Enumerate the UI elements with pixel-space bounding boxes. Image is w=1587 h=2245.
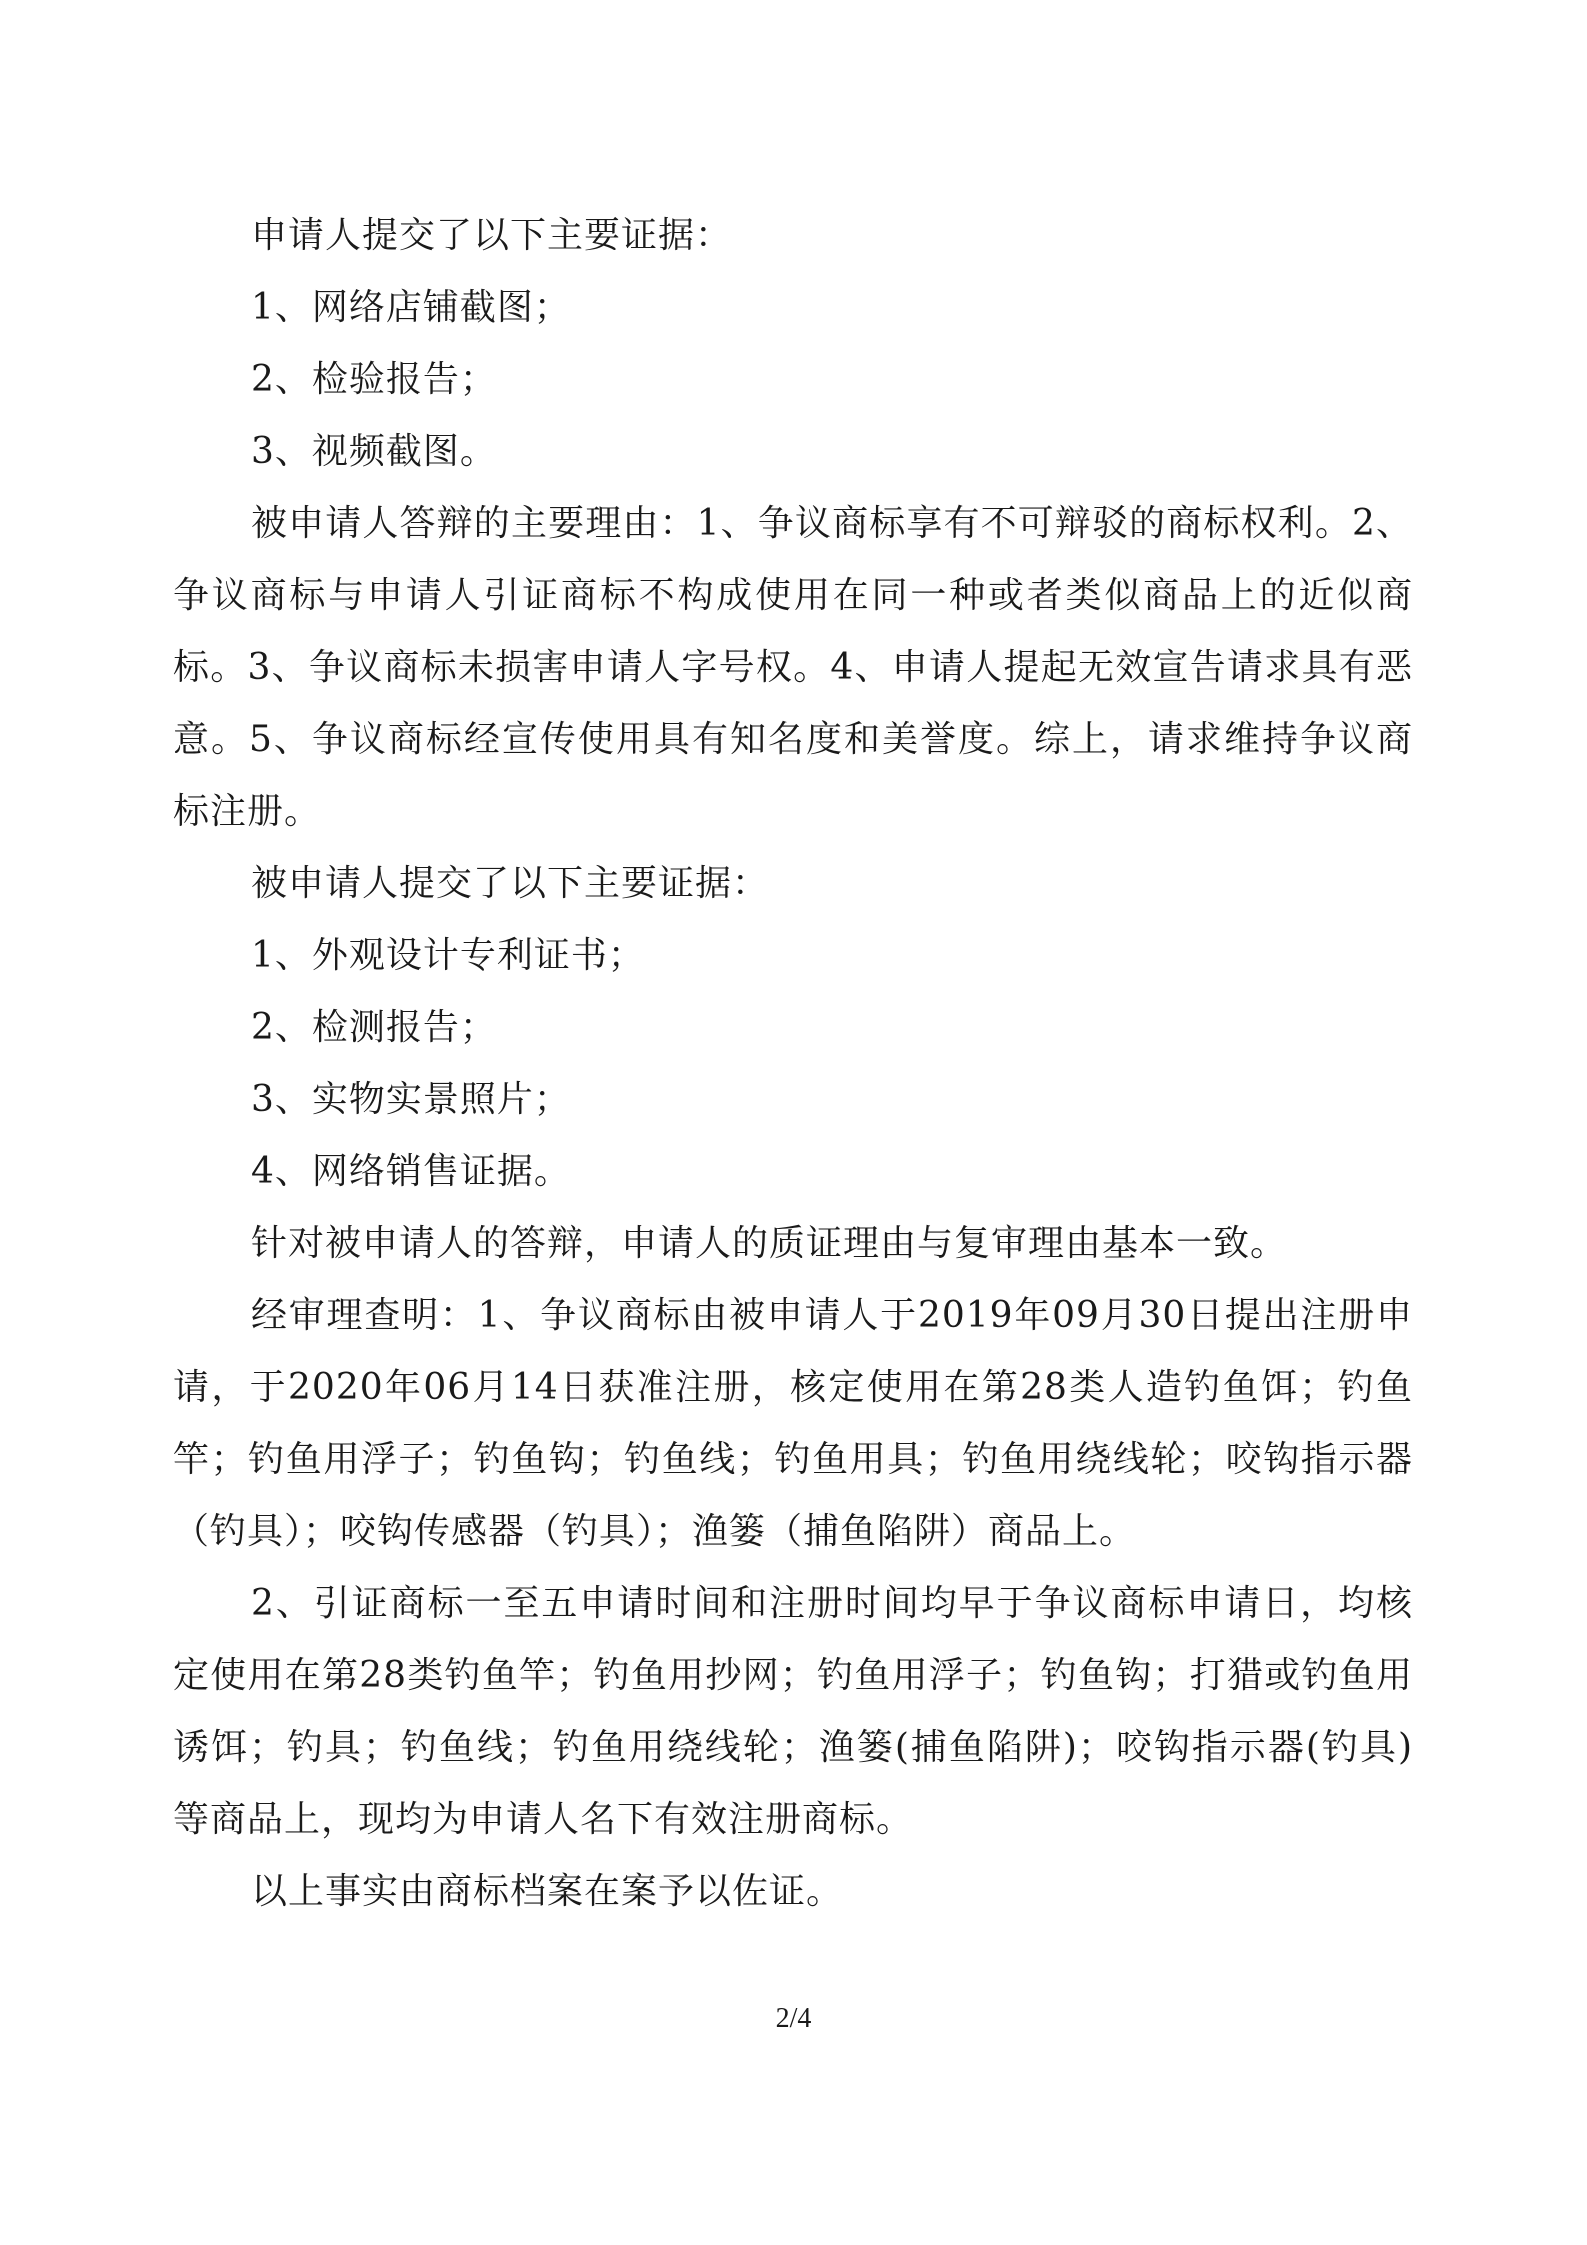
paragraph-respondent-evidence-1: 1、外观设计专利证书；	[251, 935, 645, 976]
paragraph-applicant-evidence-2: 2、检验报告；	[251, 359, 497, 400]
paragraph-respondent-evidence-4: 4、网络销售证据。	[251, 1151, 571, 1192]
paragraph-respondent-reasons: 被申请人答辩的主要理由：1、争议商标享有不可辩驳的商标权利。2、争议商标与申请人引证商标不构成使用在同一种或者类似商品上的近似商标。3、争议商标未损害申请人字号权。4、申请人提起无效宣告请求具有恶意。5、争议商标经宣传使用具有知名度和美誉度。综上，请求维持争议商标注册。	[173, 503, 1413, 832]
paragraph-respondent-evidence-3: 3、实物实景照片；	[251, 1079, 571, 1120]
paragraph-respondent-evidence-heading: 被申请人提交了以下主要证据：	[251, 863, 770, 904]
paragraph-applicant-evidence-heading: 申请人提交了以下主要证据：	[251, 215, 733, 256]
paragraph-findings-2: 2、引证商标一至五申请时间和注册时间均早于争议商标申请日，均核定使用在第28类钓鱼竿；钓鱼用抄网；钓鱼用浮子；钓鱼钩；打猎或钓鱼用诱饵；钓具；钓鱼线；钓鱼用绕线轮；渔篓(捕鱼陷阱)；咬钩指示器(钓具)等商品上，现均为申请人名下有效注册商标。	[173, 1583, 1413, 1840]
paragraph-applicant-evidence-1: 1、网络店铺截图；	[251, 287, 571, 328]
paragraph-applicant-evidence-3: 3、视频截图。	[251, 431, 497, 472]
page-number: 2/4	[775, 2003, 812, 2034]
paragraph-respondent-evidence-2: 2、检测报告；	[251, 1007, 497, 1048]
document-body	[173, 200, 1413, 1928]
paragraph-cross-examination: 针对被申请人的答辩，申请人的质证理由与复审理由基本一致。	[251, 1223, 1288, 1264]
paragraph-findings-1: 经审理查明：1、争议商标由被申请人于2019年09月30日提出注册申请，于2020年06月14日获准注册，核定使用在第28类人造钓鱼饵；钓鱼竿；钓鱼用浮子；钓鱼钩；钓鱼线；钓鱼用具；钓鱼用绕线轮；咬钩指示器（钓具）；咬钩传感器（钓具）；渔篓（捕鱼陷阱）商品上。	[173, 1295, 1413, 1552]
paragraph-evidence-statement: 以上事实由商标档案在案予以佐证。	[251, 1871, 844, 1912]
